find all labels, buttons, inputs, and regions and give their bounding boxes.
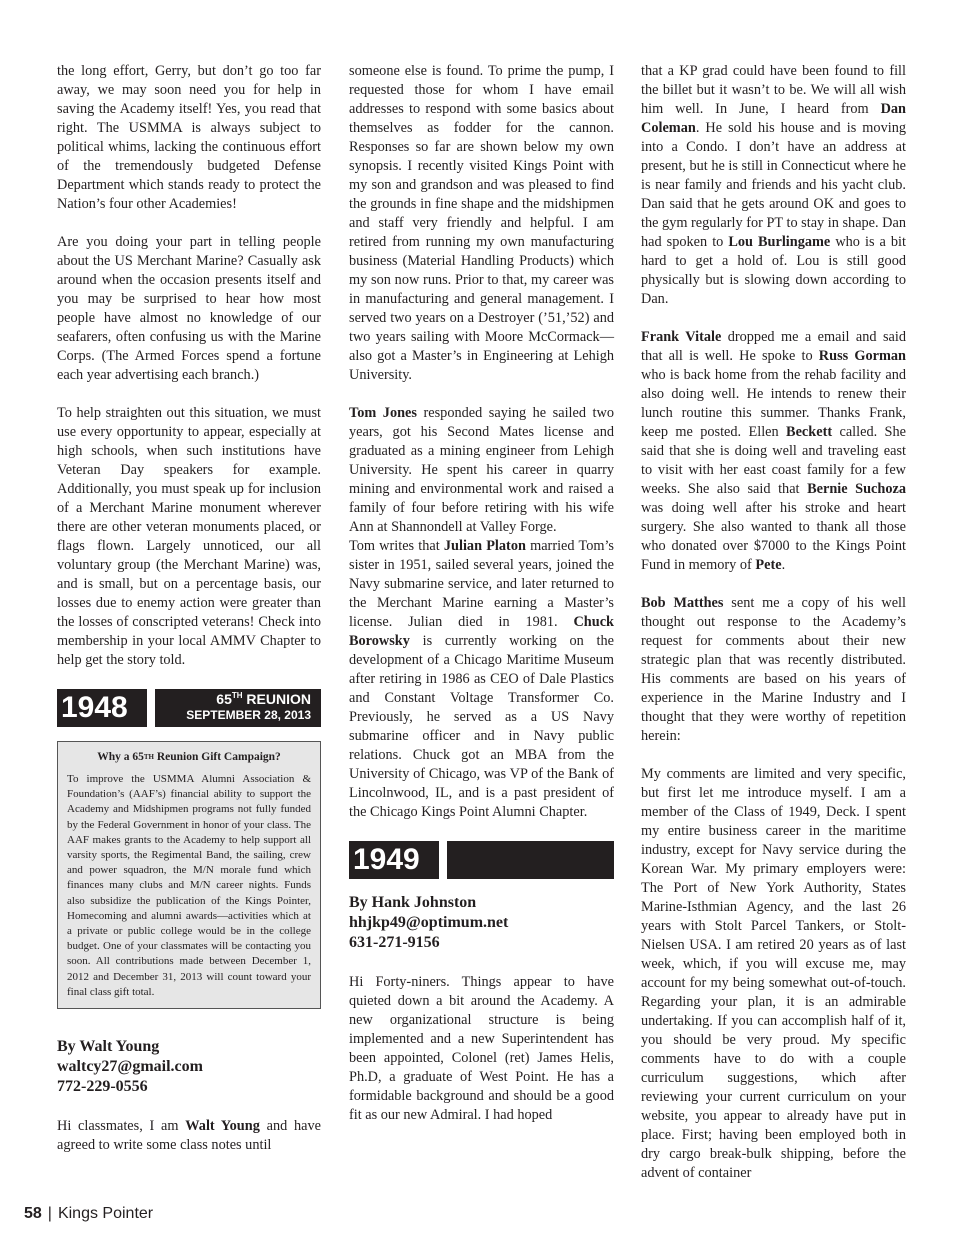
paragraph: someone else is found. To prime the pump, I requested those for whom I have email addresses to respond with some basics about themselves as fodder for the cannon. Responses so far are shown below my own synopsis. I recently visited Kings Point with my son and grandson and was pleased to find the grounds in fine shape and the midshipmen and staff very friendly and helpful. I am retired from running my own manufacturing business (Material Handling Products) which my son now runs. Prior to that, my career was in manufacturing and general management. I served two years on a Destroyer (’51,’52) and two years sailing with Moore McCormack—also got a Master’s in Engineering at Lehigh University. — [349, 63, 614, 383]
author-name: By Hank Johnston — [349, 894, 477, 911]
page-footer — [24, 1204, 153, 1224]
author-phone: 631-271-9156 — [349, 934, 440, 951]
class-1949-banner — [349, 841, 614, 879]
author-email[interactable]: waltcy27@gmail.com — [57, 1058, 203, 1076]
paragraph: Frank Vitale dropped me a email and said that all is well. He spoke to Russ Gorman who is back home from the rehab facility and also doing well. He intends to renew their lunch routine this summer. Thanks Frank, keep me posted. Ellen Beckett called. She said that she is doing well and traveling east to visit with her east coast family for a few weeks. She also said that Bernie Suchoza was doing well after his stroke and heart surgery. She also wanted to thank all those who donated over $7000 to the Kings Point Fund in memory of Pete. — [641, 329, 906, 573]
paragraph: that a KP grad could have been found to fill the billet but it wasn’t to be. We will all wish him well. In June, I heard from Dan Coleman. He sold his house and is moving into a Condo. I don’t have an address at present, but he is still in Connecticut where he is near family and friends and his yacht club. Dan said that he gets around OK and goes to the gym regularly for PT to stay in shape. Dan had spoken to Lou Burlingame who is a bit hard to get a hold of. Lou is still good physically but is slowing down according to Dan. — [641, 63, 906, 307]
author-block-1948 — [57, 1037, 321, 1097]
reunion-title: 65TH REUNION — [216, 691, 311, 707]
publication-name: Kings Pointer — [57, 1205, 154, 1222]
paragraph: Tom writes that Julian Platon married Tom’s sister in 1951, sailed several years, joined the Navy submarine service, and later returned to the Merchant Marine earning a Master’s license. Julian died in 1981. Chuck Borowsky is currently working on the development of a Chicago Maritime Museum after retiring in 1986 as CEO of Dale Plastics and Constant Voltage Transformer Co. Previously, he served as a US Navy submarine officer and in Navy public relations. Chuck got an MBA from the University of Chicago, was VP of the Bank of Lincolnwood, IL, and is a past president of the Chicago Kings Point Alumni Chapter. — [349, 538, 614, 820]
paragraph: Bob Matthes sent me a copy of his well thought out response to the Academy’s request for comments about their new strategic plan that was recently distributed. His comments are based on his years of experience in the Marine Industry and I thought that they were worthy of repetition herein: — [641, 595, 906, 744]
paragraph: the long effort, Gerry, but don’t go too far away, we may soon need you for help in saving the Academy itself! Yes, you read that right. The USMMA is always subject to political whims, lacking the continuous effort of the tremendously budgeted Defense Department which stands ready to protect the Nation’s four other Academies! — [57, 63, 321, 212]
column-1 — [57, 62, 321, 1155]
paragraph: To help straighten out this situation, we must use every opportunity to appear, especially at high schools, when such institutions have Veteran Day speakers for example. Additionally, you must speak up for inclusion of a Merchant Marine monument wherever there are other veteran monuments placed, or flags flown. Largely unnoticed, our all voluntary group (the Merchant Marine) was, and is small, but on a percentage basis, our losses due to enemy action were greater than the losses of conscripted veterans! Check into membership in your local AMMV Chapter to help get the story told. — [57, 405, 321, 668]
author-email[interactable]: hhjkp49@optimum.net — [349, 914, 509, 931]
class-year-1949: 1949 — [349, 841, 439, 879]
author-phone: 772-229-0556 — [57, 1078, 148, 1096]
footer-separator: | — [47, 1205, 52, 1222]
reunion-header — [155, 689, 321, 727]
paragraph: Hi Forty-niners. Things appear to have quieted down a bit around the Academy. A new organizational structure is being implemented and a new Superintendent has been appointed, Colonel (ret) James Helis, Ph.D, a graduate of West Point. He has a formidable background and should be a good fit as our new Admiral. I had hoped — [349, 974, 614, 1123]
paragraph: Hi classmates, I am Walt Young and have agreed to write some class notes until — [57, 1118, 321, 1154]
paragraph: Are you doing your part in telling people about the US Merchant Marine? Casually ask around when the occasion presents itself and you may be surprised to hear how most people have almost no knowledge of our seafarers, often confusing us with the Marine Corps. (The Armed Forces spend a fortune each year advertising each branch.) — [57, 234, 321, 383]
paragraph: Tom Jones responded saying he sailed two years, got his Second Mates license and graduated as a mining engineer from Lehigh University. He spent his career in quarry mining and environmental work and raised a family of four before retiring with his wife Ann at Shannondell at Valley Forge. — [349, 405, 614, 535]
author-block-1949 — [349, 893, 614, 953]
gift-campaign-title: Why a 65TH Reunion Gift Campaign? — [97, 751, 281, 763]
page-number: 58 — [24, 1205, 42, 1222]
column-2 — [349, 62, 614, 1125]
gift-campaign-box — [57, 741, 321, 1009]
class-1948-banner — [57, 689, 321, 727]
column-3 — [641, 62, 906, 1183]
paragraph: My comments are limited and very specific, but first let me introduce myself. I am a member of the Class of 1949, Deck. I spent my entire business career in the maritime industry, except for Navy service during the Korean War. My primary employers were: The Port of New York Authority, States Marine-Isthmian Agency, and the last 26 years with Stolt Parcel Tankers, or Stolt-Nielsen USA. I am retired 20 years as of last week, which, if you will excuse me, may account for my being somewhat out-of-touch. Regarding your plan, it is an admirable undertaking. If you can accomplish half of it, you should be very proud. My specific comments have to do with a couple curriculum suggestions, which after reviewing your current curriculum on your website, you appear to already have put in place. First; having been employed both in dry cargo break-bulk shipping, before the advent of container — [641, 766, 906, 1181]
author-name: By Walt Young — [57, 1038, 160, 1056]
class-year-1948: 1948 — [57, 689, 147, 727]
gift-campaign-body: To improve the USMMA Alumni Association & Foundation’s (AAF’s) financial ability to support the Academy and Midshipmen programs not fully funded by the Federal Government in honor of your class. The AAF makes grants to the Academy to help support all varsity sports, the Regimental Band, the sailing, crew and power squadron, the M/N morale fund which finances many clubs and M/N career nights. Funds also subsidize the publication of the Kings Pointer, Homecoming and alumni awards—activities which at a private or public college would be in the college budget. One of your classmates will be contacting you soon. All contributions made between December 1, 2012 and December 31, 2013 will count toward your final class gift total. — [67, 773, 311, 998]
reunion-date: SEPTEMBER 28, 2013 — [186, 708, 311, 722]
